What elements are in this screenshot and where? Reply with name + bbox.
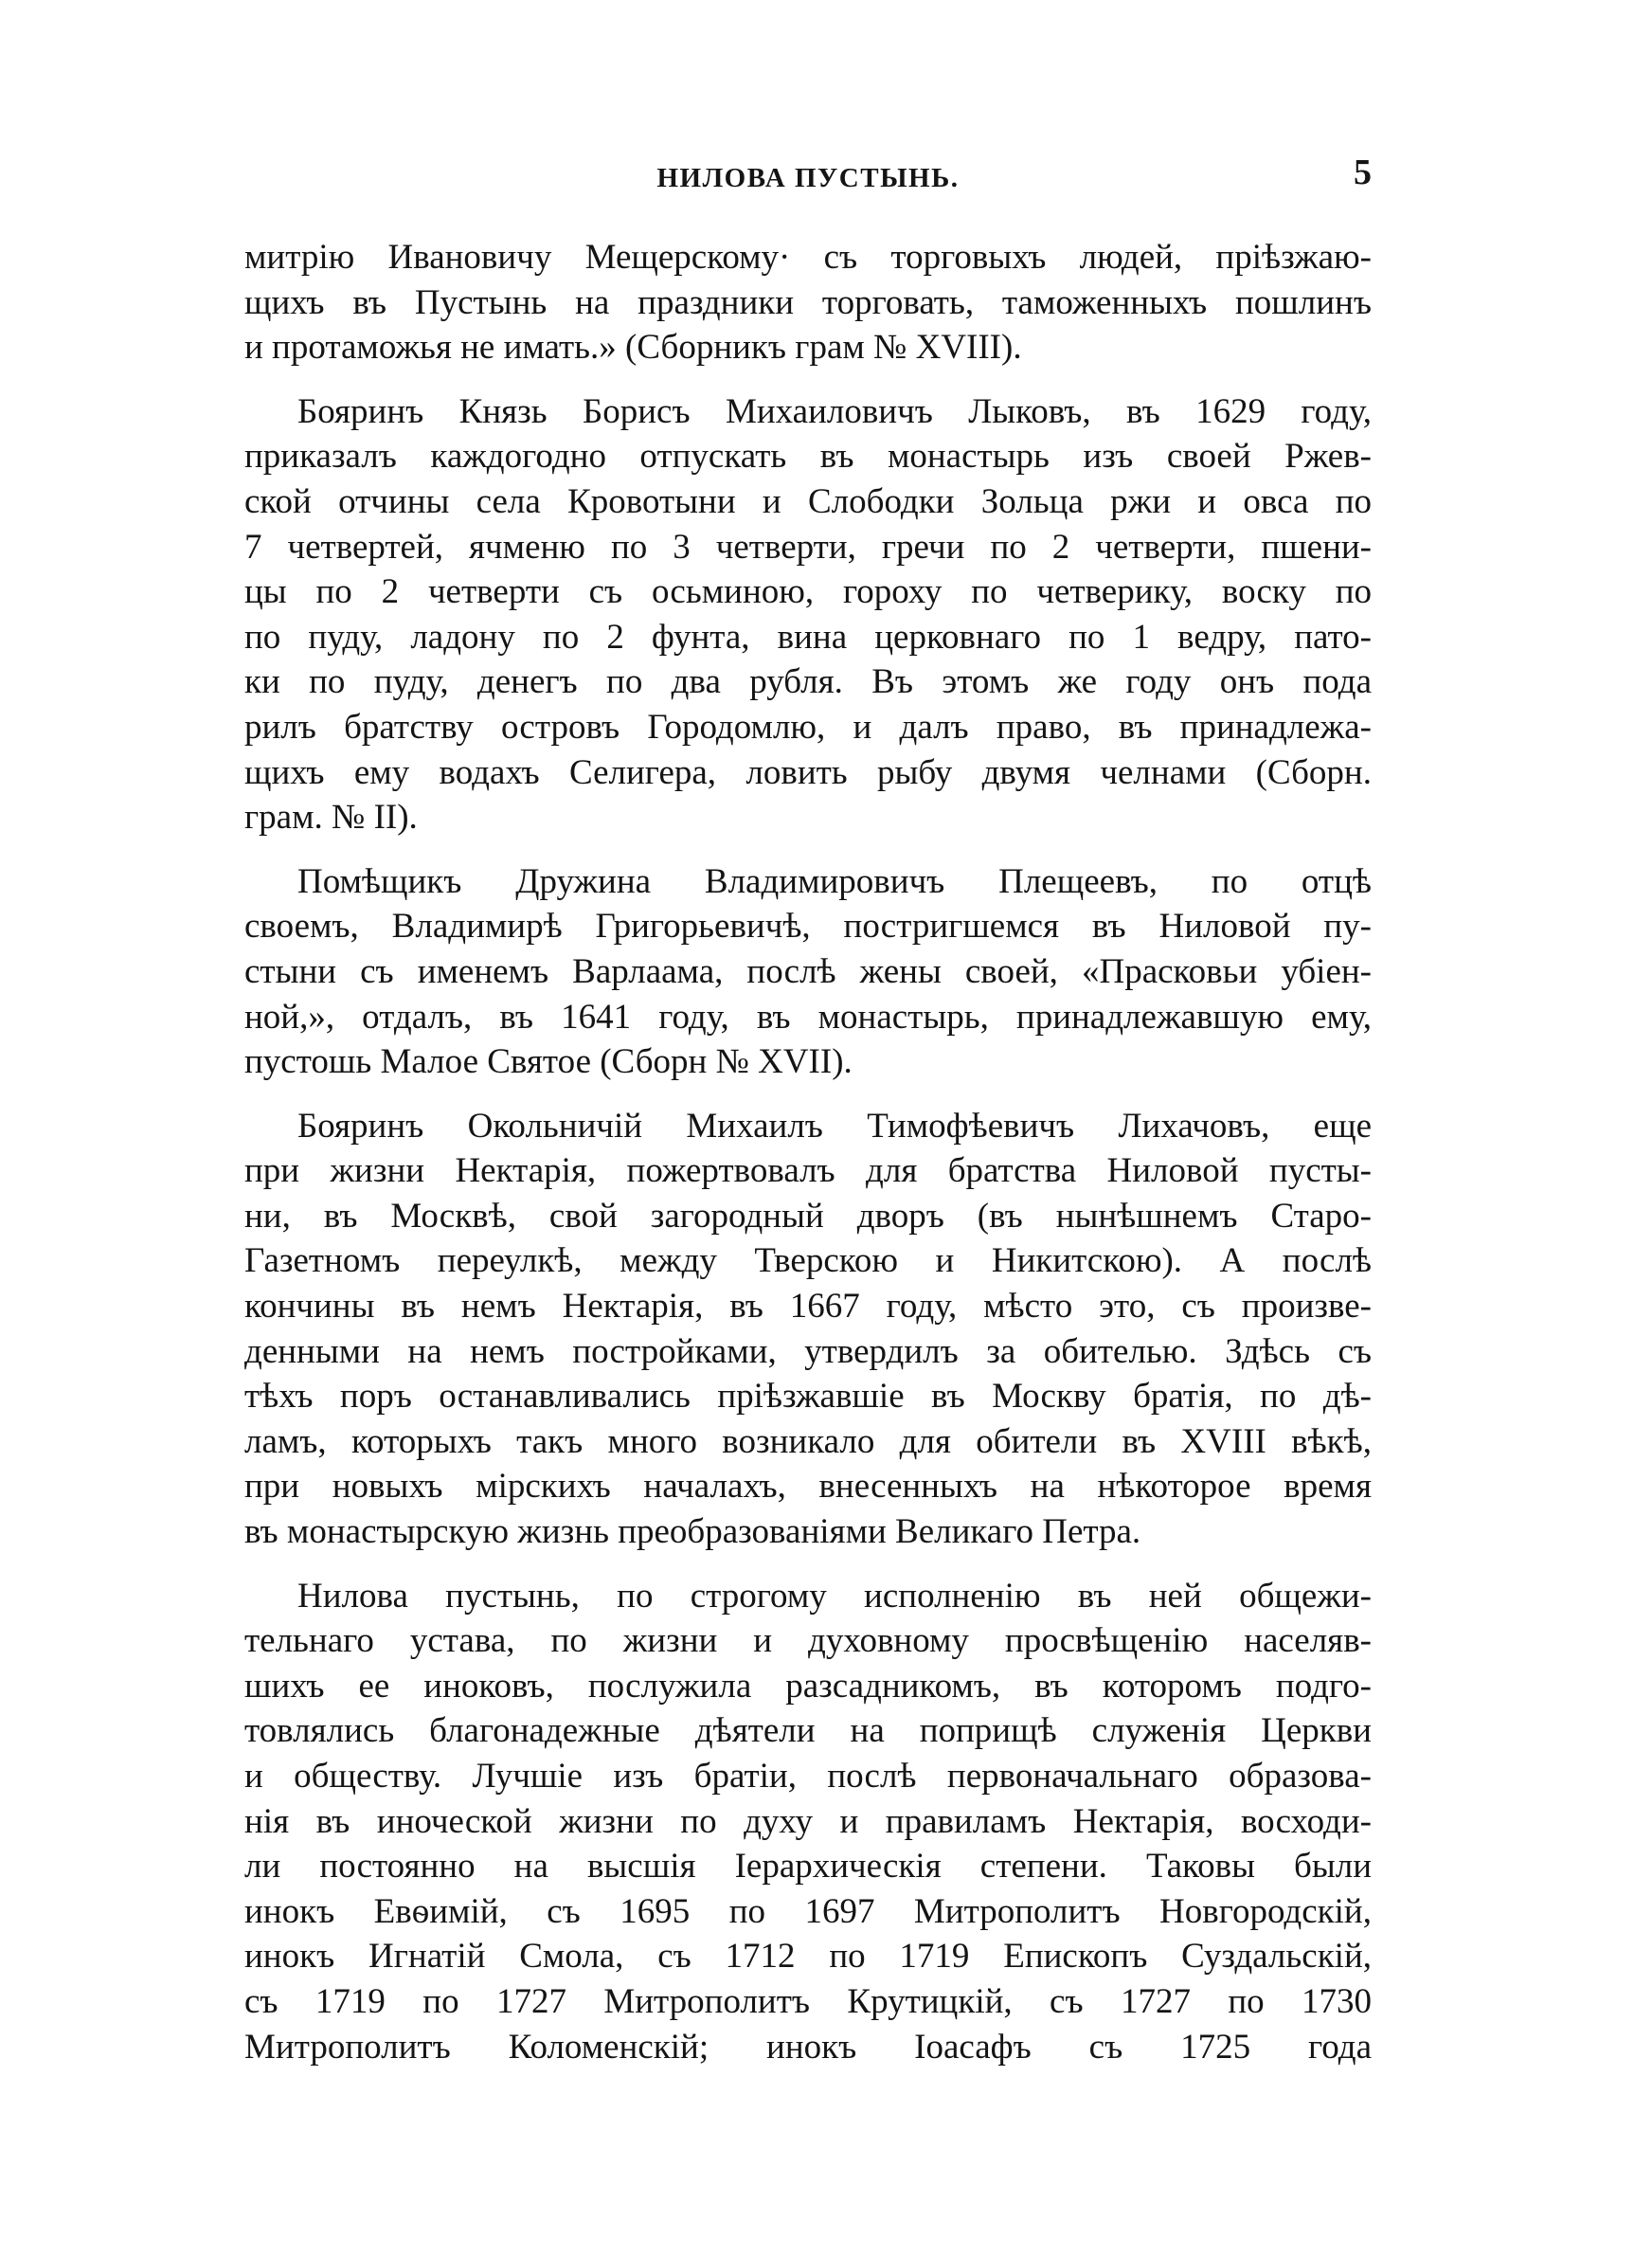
text-line: приказалъ каждогодно отпускать въ монастырь изъ своей Ржев- (244, 437, 1372, 477)
text-line: ки по пуду, денегъ по два рубля. Въ этомъ же году онъ пода (244, 662, 1372, 702)
text-line: стыни съ именемъ Варлаама, послѣ жены своей, «Прасковьи убіен- (244, 951, 1372, 991)
running-title: НИЛОВА ПУСТЫНЬ. (656, 163, 960, 193)
text-line: инокъ Игнатій Смола, съ 1712 по 1719 Епископъ Суздальскій, (244, 1937, 1372, 1977)
page-number: 5 (1354, 153, 1372, 192)
text-line: денными на немъ постройками, утвердилъ за обителью. Здѣсь съ (244, 1331, 1372, 1371)
text-line: кончины въ немъ Нектарія, въ 1667 году, мѣсто это, съ произве- (244, 1287, 1372, 1327)
paragraph-continuation (244, 235, 1372, 370)
text-line: Нилова пустынь, по строгому исполненію въ ней общежи- (297, 1576, 1372, 1616)
text-line: грам. № II). (244, 798, 418, 838)
text-line: ли постоянно на высшія Іерархическія степени. Таковы были (244, 1847, 1372, 1887)
text-line: ни, въ Москвѣ, свой загородный дворъ (въ нынѣшнемъ Старо- (244, 1196, 1372, 1236)
text-body (244, 235, 1372, 2069)
text-line: щихъ въ Пустынь на праздники торговать, таможенныхъ пошлинъ (244, 282, 1372, 322)
text-line: щихъ ему водахъ Селигера, ловить рыбу двумя челнами (Сборн. (244, 752, 1372, 792)
paragraph-pleshcheev (244, 859, 1372, 1085)
text-line: тельнаго устава, по жизни и духовному просвѣщенію населяв- (244, 1621, 1372, 1661)
text-line: Бояринъ Окольничій Михаилъ Тимофѣевичъ Лихачовъ, еще (297, 1106, 1372, 1146)
paragraph-lykov (244, 389, 1372, 840)
text-line: 7 четвертей, ячменю по 3 четверти, гречи по 2 четверти, пшени- (244, 527, 1372, 567)
text-line: при новыхъ мірскихъ началахъ, внесенныхъ на нѣкоторое время (244, 1467, 1372, 1507)
paragraph-nilova-pustyn (244, 1574, 1372, 2070)
text-line: при жизни Нектарія, пожертвовалъ для братства Ниловой пусты- (244, 1151, 1372, 1191)
text-line: съ 1719 по 1727 Митрополитъ Крутицкій, съ 1727 по 1730 (244, 1981, 1372, 2021)
text-line: въ монастырскую жизнь преобразованіями Великаго Петра. (244, 1512, 1141, 1552)
text-line: Помѣщикъ Дружина Владимировичъ Плещеевъ, по отцѣ (297, 861, 1372, 901)
text-line: ской отчины села Кровотыни и Слободки Зольца ржи и овса по (244, 481, 1372, 521)
running-head (244, 152, 1372, 208)
text-line: тѣхъ поръ останавливались пріѣзжавшіе въ Москву братія, по дѣ- (244, 1377, 1372, 1417)
text-line: инокъ Евѳимій, съ 1695 по 1697 Митрополитъ Новгородскій, (244, 1891, 1372, 1931)
text-line: своемъ, Владимирѣ Григорьевичѣ, постригшемся въ Ниловой пу- (244, 907, 1372, 947)
text-line: рилъ братству островъ Городомлю, и далъ право, въ принадлежа- (244, 707, 1372, 747)
text-line: цы по 2 четверти съ осьминою, гороху по четверику, воску по (244, 572, 1372, 612)
text-line: Митрополитъ Коломенскій; инокъ Іоасафъ съ 1725 года (244, 2027, 1372, 2067)
text-line: шихъ ее иноковъ, послужила разсадникомъ, въ которомъ подго- (244, 1666, 1372, 1706)
text-line: и обществу. Лучшіе изъ братіи, послѣ первоначальнаго образова- (244, 1757, 1372, 1796)
text-line: ламъ, которыхъ такъ много возникало для обители въ XVIII вѣкѣ, (244, 1421, 1372, 1461)
text-line: по пуду, ладону по 2 фунта, вина церковнаго по 1 ведру, пато- (244, 617, 1372, 657)
text-line: товлялись благонадежные дѣятели на поприщѣ служенія Церкви (244, 1711, 1372, 1751)
text-line: и протаможья не имать.» (Сборникъ грам № XVIII). (244, 328, 1022, 368)
text-line: Бояринъ Князь Борисъ Михаиловичъ Лыковъ, въ 1629 году, (297, 391, 1372, 431)
text-line: пустошь Малое Святое (Сборн № XVII). (244, 1042, 853, 1082)
text-line: ной,», отдалъ, въ 1641 году, въ монастырь, принадлежавшую ему, (244, 997, 1372, 1037)
paragraph-likhachov (244, 1104, 1372, 1555)
text-line: нія въ иноческой жизни по духу и правиламъ Нектарія, восходи- (244, 1801, 1372, 1841)
text-line: митрію Ивановичу Мещерскому· съ торговыхъ людей, пріѣзжаю- (244, 238, 1372, 277)
text-line: Газетномъ переулкѣ, между Тверскою и Никитскою). А послѣ (244, 1241, 1372, 1281)
